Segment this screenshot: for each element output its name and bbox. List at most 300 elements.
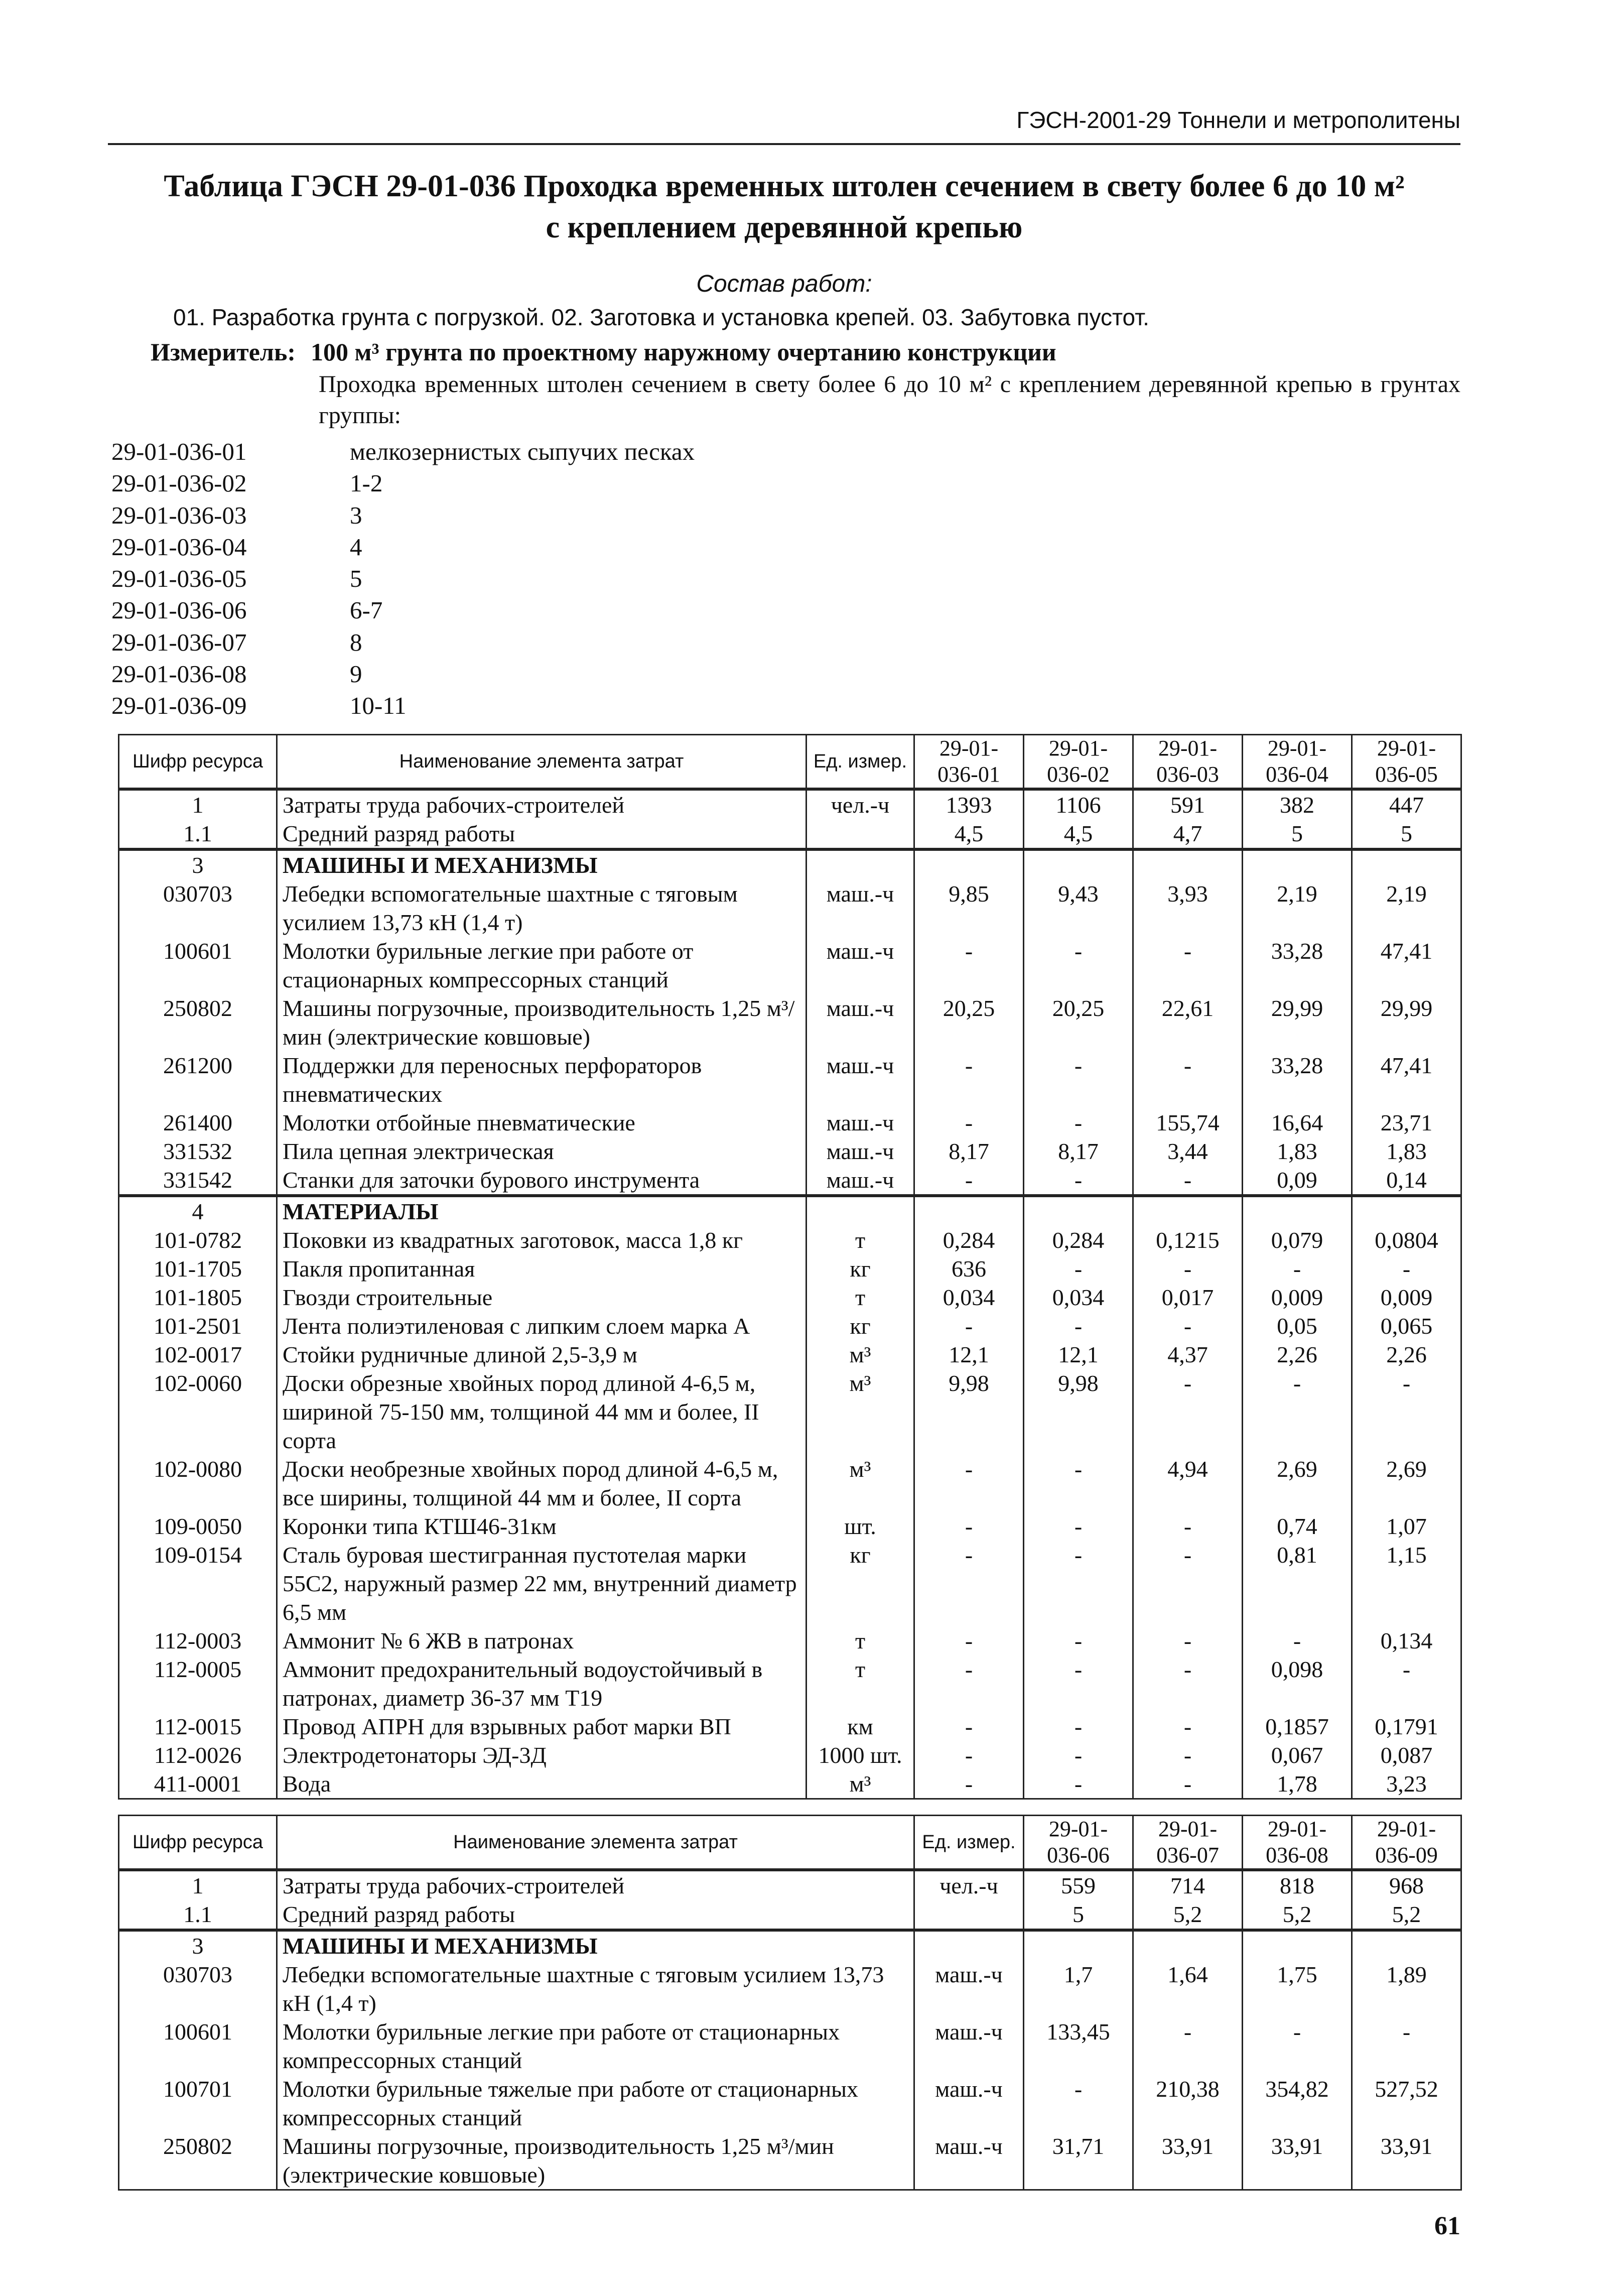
resource-code: 101-1805 [119,1283,277,1312]
resource-value: 1,83 [1352,1137,1461,1166]
works-list: 01. Разработка грунта с погрузкой. 02. Заготовка и установка крепей. 03. Забутовка пустот. [173,304,1149,330]
header-rule [108,143,1460,145]
resource-unit: маш.-ч [807,994,914,1051]
norm-code: 29-01-036-07 [111,628,247,656]
resource-value: 2,69 [1243,1455,1352,1512]
resource-unit: т [807,1626,914,1655]
resource-value: - [914,1166,1024,1196]
resource-value: - [914,1655,1024,1712]
soil-group: 9 [350,660,362,688]
resource-unit: км [807,1712,914,1741]
norm-code: 29-01-036-01 [111,438,247,465]
resource-name: Поддержки для переносных перфораторов пневматических [277,1051,807,1108]
title-line-2: с креплением деревянной крепью [546,210,1023,244]
resource-name: Средний разряд работы [277,1900,914,1930]
resource-value: - [914,1769,1024,1799]
soil-group: 5 [350,565,362,593]
resource-code: 4 [119,1196,277,1226]
resource-value: - [1133,1741,1243,1769]
resource-unit: т [807,1283,914,1312]
table-row [119,1051,1461,1108]
resource-code: 102-0060 [119,1369,277,1455]
resource-unit: т [807,1226,914,1254]
resource-value: 20,25 [1024,994,1133,1051]
resource-unit: маш.-ч [807,879,914,937]
header-norm-code: 29-01-036-01 [914,735,1024,790]
resource-unit: маш.-ч [807,1137,914,1166]
resource-value: - [1133,1254,1243,1283]
resource-value: 12,1 [914,1340,1024,1369]
table-section-row [119,1196,1461,1226]
works-heading: Состав работ: [696,271,872,297]
header-norm-code: 29-01-036-06 [1024,1816,1133,1870]
header-norm-code: 29-01-036-08 [1243,1816,1352,1870]
resource-code: 112-0015 [119,1712,277,1741]
resource-value: 33,28 [1243,937,1352,994]
resource-value [1352,1930,1461,1960]
resource-value: 4,5 [1024,819,1133,849]
resource-value: 4,37 [1133,1340,1243,1369]
resource-value: - [1243,1369,1352,1455]
resource-name: Молотки бурильные легкие при работе от стационарных компрессорных станций [277,937,807,994]
resource-name: МАТЕРИАЛЫ [277,1196,807,1226]
resource-name: Пакля пропитанная [277,1254,807,1283]
resource-value: 9,43 [1024,879,1133,937]
norm-code: 29-01-036-05 [111,565,247,593]
resource-value: - [1133,1312,1243,1340]
resource-value: - [1024,1312,1133,1340]
header-name: Наименование элемента затрат [277,735,807,790]
soil-group: 6-7 [350,596,383,624]
resource-value: 447 [1352,789,1461,819]
resource-value: - [914,1455,1024,1512]
resource-name: Затраты труда рабочих-строителей [277,789,807,819]
resource-value: - [1133,1769,1243,1799]
resource-value [914,849,1024,879]
resource-unit [807,819,914,849]
resource-value: 1,15 [1352,1541,1461,1626]
resource-name: Доски обрезные хвойных пород длиной 4-6,5 м, шириной 75-150 мм, толщиной 44 мм и более, II сорта [277,1369,807,1455]
table-row [119,1900,1461,1930]
resource-value: 636 [914,1254,1024,1283]
resource-code: 100601 [119,937,277,994]
resource-name: Сталь буровая шестигранная пустотелая марки 55С2, наружный размер 22 мм, внутренний диаметр 6,5 мм [277,1541,807,1626]
resource-value: 0,009 [1352,1283,1461,1312]
resource-name: Аммонит № 6 ЖВ в патронах [277,1626,807,1655]
table-row [119,994,1461,1051]
resource-value: - [914,1051,1024,1108]
resource-value: 1,75 [1243,1960,1352,2017]
norm-code: 29-01-036-03 [111,501,247,529]
resource-value: 4,94 [1133,1455,1243,1512]
resource-value: 591 [1133,789,1243,819]
resource-value: - [1133,1655,1243,1712]
resource-name: Аммонит предохранительный водоустойчивый в патронах, диаметр 36-37 мм Т19 [277,1655,807,1712]
resource-value [1243,849,1352,879]
header-norm-code: 29-01-036-03 [1133,735,1243,790]
resource-value: - [1133,1369,1243,1455]
resource-code: 261400 [119,1108,277,1137]
resource-name: Машины погрузочные, производительность 1,25 м³/мин (электрические ковшовые) [277,994,807,1051]
resource-unit: 1000 шт. [807,1741,914,1769]
table-row [119,1870,1461,1900]
resource-value: 29,99 [1352,994,1461,1051]
resource-value: 2,26 [1352,1340,1461,1369]
resource-unit: чел.-ч [807,789,914,819]
title-line-1: Таблица ГЭСН 29-01-036 Проходка временных штолен сечением в свету более 6 до 10 м² [164,169,1405,203]
resource-value: 5 [1024,1900,1133,1930]
resource-value: - [914,1108,1024,1137]
resource-name: Станки для заточки бурового инструмента [277,1166,807,1196]
resource-code: 1.1 [119,819,277,849]
resource-name: Затраты труда рабочих-строителей [277,1870,914,1900]
resource-value: 5 [1243,819,1352,849]
resource-value: 1106 [1024,789,1133,819]
resource-name: МАШИНЫ И МЕХАНИЗМЫ [277,849,807,879]
resource-value: - [1133,937,1243,994]
resource-value: 1,64 [1133,1960,1243,2017]
resource-value: 5,2 [1352,1900,1461,1930]
resource-name: Коронки типа КТШ46-31км [277,1512,807,1541]
resource-value: - [1352,1254,1461,1283]
resource-value: 0,284 [914,1226,1024,1254]
resource-value: - [914,937,1024,994]
resource-code: 102-0080 [119,1455,277,1512]
resource-unit: маш.-ч [914,2132,1024,2190]
resource-value: 9,98 [1024,1369,1133,1455]
resource-value: - [1352,1655,1461,1712]
resource-code: 331542 [119,1166,277,1196]
resource-value: 1,78 [1243,1769,1352,1799]
resource-value: 2,69 [1352,1455,1461,1512]
resource-value: 1,07 [1352,1512,1461,1541]
resource-code: 109-0154 [119,1541,277,1626]
resource-name: Молотки бурильные тяжелые при работе от стационарных компрессорных станций [277,2075,914,2132]
resource-value: 0,034 [1024,1283,1133,1312]
resource-value: 1,89 [1352,1960,1461,2017]
resource-value: - [1352,2017,1461,2075]
resource-unit: кг [807,1541,914,1626]
resource-value [1352,1196,1461,1226]
table-section-row [119,849,1461,879]
table-row [119,789,1461,819]
resource-value: - [1133,1166,1243,1196]
resource-value: 0,284 [1024,1226,1133,1254]
header-norm-code: 29-01-036-04 [1243,735,1352,790]
resource-name: Лебедки вспомогательные шахтные с тяговым усилием 13,73 кН (1,4 т) [277,1960,914,2017]
resource-name: Молотки отбойные пневматические [277,1108,807,1137]
resource-value: 0,087 [1352,1741,1461,1769]
resource-value: - [1352,1369,1461,1455]
resource-code: 100601 [119,2017,277,2075]
resource-unit: м³ [807,1369,914,1455]
resource-table-1 [118,734,1462,1800]
resource-value: 559 [1024,1870,1133,1900]
table-row [119,1340,1461,1369]
resource-code: 112-0026 [119,1741,277,1769]
resource-value: - [914,1512,1024,1541]
resource-value: 1393 [914,789,1024,819]
code-list [111,436,1316,722]
resource-value: - [914,1626,1024,1655]
running-head: ГЭСН-2001-29 Тоннели и метрополитены [1016,107,1460,133]
resource-value: - [1024,1108,1133,1137]
resource-value: 0,1791 [1352,1712,1461,1741]
resource-name: МАШИНЫ И МЕХАНИЗМЫ [277,1930,914,1960]
resource-value: 8,17 [914,1137,1024,1166]
code-list-item [111,563,1316,594]
resource-unit: маш.-ч [914,2075,1024,2132]
resource-value: 20,25 [914,994,1024,1051]
resource-value: - [914,1741,1024,1769]
resource-name: Поковки из квадратных заготовок, масса 1,8 кг [277,1226,807,1254]
resource-value [1243,1196,1352,1226]
resource-value: 29,99 [1243,994,1352,1051]
table-row [119,1283,1461,1312]
resource-name: Молотки бурильные легкие при работе от стационарных компрессорных станций [277,2017,914,2075]
resource-table-2 [118,1815,1462,2191]
resource-code: 101-1705 [119,1254,277,1283]
resource-value: - [1024,1655,1133,1712]
soil-group: 8 [350,628,362,656]
resource-value: - [1243,2017,1352,2075]
resource-value: - [914,1712,1024,1741]
norm-code: 29-01-036-08 [111,660,247,688]
resource-value: 33,91 [1352,2132,1461,2190]
resource-code: 030703 [119,879,277,937]
resource-value: 3,93 [1133,879,1243,937]
code-list-item [111,626,1316,658]
resource-value: 0,017 [1133,1283,1243,1312]
resource-value: 5 [1352,819,1461,849]
resource-code: 100701 [119,2075,277,2132]
soil-group: 4 [350,533,362,561]
table-row [119,1712,1461,1741]
header-code: Шифр ресурса [119,735,277,790]
resource-code: 1 [119,1870,277,1900]
resource-value: 4,5 [914,819,1024,849]
norm-code: 29-01-036-02 [111,469,247,497]
resource-code: 250802 [119,994,277,1051]
soil-group: 1-2 [350,469,383,497]
resource-value: 0,098 [1243,1655,1352,1712]
resource-value [1243,1930,1352,1960]
resource-value: - [1024,1455,1133,1512]
resource-value: 382 [1243,789,1352,819]
table-header-row [119,1816,1461,1870]
resource-unit [807,1196,914,1226]
resource-value [1024,1196,1133,1226]
code-list-item [111,436,1316,467]
resource-value: 0,134 [1352,1626,1461,1655]
resource-value: 0,034 [914,1283,1024,1312]
resource-unit: маш.-ч [807,1166,914,1196]
resource-value: 47,41 [1352,1051,1461,1108]
resource-value: 3,44 [1133,1137,1243,1166]
resource-value: 0,1857 [1243,1712,1352,1741]
code-list-item [111,594,1316,626]
table-row [119,1166,1461,1196]
resource-value: 0,1215 [1133,1226,1243,1254]
header-name: Наименование элемента затрат [277,1816,914,1870]
table-row [119,2075,1461,2132]
resource-value: - [1133,1626,1243,1655]
resource-unit [807,849,914,879]
resource-unit: кг [807,1312,914,1340]
resource-value: 22,61 [1133,994,1243,1051]
table-row [119,879,1461,937]
resource-value: 33,28 [1243,1051,1352,1108]
resource-value: - [1024,1741,1133,1769]
resource-value: 2,19 [1243,879,1352,937]
header-norm-code: 29-01-036-02 [1024,735,1133,790]
table-row [119,1137,1461,1166]
resource-name: Вода [277,1769,807,1799]
resource-unit: маш.-ч [914,2017,1024,2075]
soil-group: 3 [350,501,362,529]
norm-code: 29-01-036-04 [111,533,247,561]
resource-value: 0,74 [1243,1512,1352,1541]
resource-unit [914,1900,1024,1930]
resource-value: - [1243,1626,1352,1655]
resource-value: - [1133,1541,1243,1626]
table-row [119,1960,1461,2017]
resource-unit: маш.-ч [914,1960,1024,2017]
resource-value [1352,849,1461,879]
resource-code: 1 [119,789,277,819]
resource-value: 33,91 [1133,2132,1243,2190]
meter-label: Измеритель: [151,338,296,366]
resource-value: - [1133,1712,1243,1741]
header-norm-code: 29-01-036-09 [1352,1816,1461,1870]
table-section-row [119,1930,1461,1960]
resource-unit: чел.-ч [914,1870,1024,1900]
code-list-item [111,467,1316,499]
resource-name: Гвозди строительные [277,1283,807,1312]
meter-text: 100 м³ грунта по проектному наружному очертанию конструкции [311,338,1056,366]
resource-name: Пила цепная электрическая [277,1137,807,1166]
resource-unit: маш.-ч [807,937,914,994]
resource-value: - [1024,937,1133,994]
norm-code: 29-01-036-09 [111,692,247,720]
code-list-item [111,658,1316,690]
resource-value [1133,1930,1243,1960]
table-row [119,1626,1461,1655]
norm-code: 29-01-036-06 [111,596,247,624]
resource-value: 0,009 [1243,1283,1352,1312]
resource-name: Средний разряд работы [277,819,807,849]
resource-value: 1,83 [1243,1137,1352,1166]
table-row [119,937,1461,994]
resource-value: 2,26 [1243,1340,1352,1369]
resource-value [1024,849,1133,879]
resource-value: 33,91 [1243,2132,1352,2190]
resource-value: 23,71 [1352,1108,1461,1137]
table-row [119,1254,1461,1283]
resource-value: 714 [1133,1870,1243,1900]
resource-value: 5,2 [1133,1900,1243,1930]
table-row [119,2017,1461,2075]
resource-unit: кг [807,1254,914,1283]
resource-name: Электродетонаторы ЭД-3Д [277,1741,807,1769]
resource-value: 210,38 [1133,2075,1243,2132]
resource-code: 101-2501 [119,1312,277,1340]
resource-unit: шт. [807,1512,914,1541]
resource-name: Провод АПРН для взрывных работ марки ВП [277,1712,807,1741]
page-number: 61 [1434,2212,1460,2240]
resource-code: 331532 [119,1137,277,1166]
header-unit: Ед. измер. [807,735,914,790]
header-norm-code: 29-01-036-07 [1133,1816,1243,1870]
header-norm-code: 29-01-036-05 [1352,735,1461,790]
resource-value: - [1024,1254,1133,1283]
resource-value: 0,81 [1243,1541,1352,1626]
resource-value: 0,09 [1243,1166,1352,1196]
resource-unit: м³ [807,1340,914,1369]
resource-value: 0,079 [1243,1226,1352,1254]
resource-name: Машины погрузочные, производительность 1,25 м³/мин (электрические ковшовые) [277,2132,914,2190]
resource-value: - [1243,1254,1352,1283]
resource-code: 261200 [119,1051,277,1108]
resource-value [1133,849,1243,879]
table-title [108,166,1460,248]
table-row [119,1512,1461,1541]
resource-unit: т [807,1655,914,1712]
resource-value: 12,1 [1024,1340,1133,1369]
table-row [119,1369,1461,1455]
resource-code: 101-0782 [119,1226,277,1254]
resource-value: - [1024,1541,1133,1626]
header-code: Шифр ресурса [119,1816,277,1870]
resource-value: 4,7 [1133,819,1243,849]
resource-name: Лебедки вспомогательные шахтные с тяговым усилием 13,73 кН (1,4 т) [277,879,807,937]
table-row [119,1741,1461,1769]
resource-code: 1.1 [119,1900,277,1930]
resource-value: - [1133,2017,1243,2075]
resource-value: 0,0804 [1352,1226,1461,1254]
resource-code: 3 [119,1930,277,1960]
soil-group: 10-11 [350,692,407,720]
resource-value: - [1133,1051,1243,1108]
resource-code: 411-0001 [119,1769,277,1799]
resource-value [914,1196,1024,1226]
resource-value: 9,85 [914,879,1024,937]
resource-value: - [1024,1712,1133,1741]
table-row [119,1312,1461,1340]
table-row [119,1108,1461,1137]
resource-value: - [1024,1051,1133,1108]
resource-code: 109-0050 [119,1512,277,1541]
resource-value: 47,41 [1352,937,1461,994]
resource-value: 133,45 [1024,2017,1133,2075]
resource-value: - [914,1541,1024,1626]
resource-code: 030703 [119,1960,277,2017]
meter-line [151,337,1460,366]
resource-value: 2,19 [1352,879,1461,937]
resource-value: 0,05 [1243,1312,1352,1340]
resource-value: - [914,1312,1024,1340]
table-row [119,1226,1461,1254]
resource-value: 1,7 [1024,1960,1133,2017]
resource-value: 968 [1352,1870,1461,1900]
resource-unit: м³ [807,1769,914,1799]
resource-value: 0,14 [1352,1166,1461,1196]
resource-value: 31,71 [1024,2132,1133,2190]
resource-name: Лента полиэтиленовая с липким слоем марка А [277,1312,807,1340]
resource-code: 112-0005 [119,1655,277,1712]
resource-value: 5,2 [1243,1900,1352,1930]
resource-code: 3 [119,849,277,879]
